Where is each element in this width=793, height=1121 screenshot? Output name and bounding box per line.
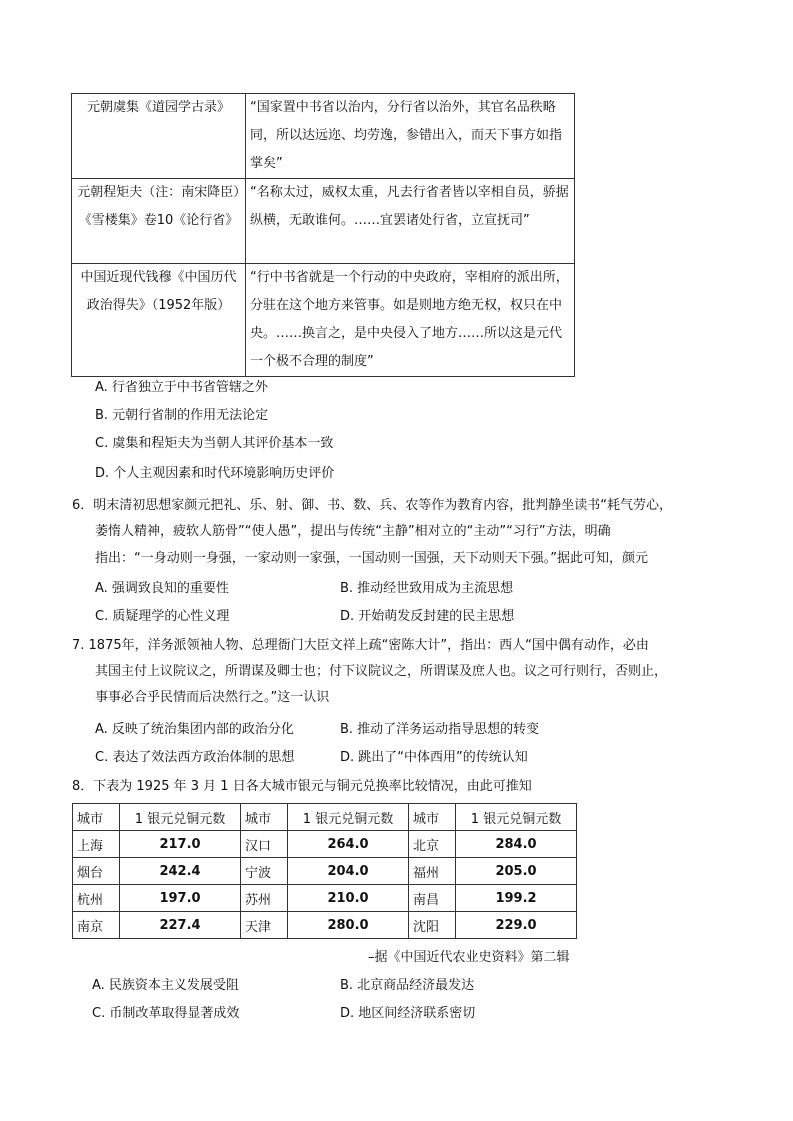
q6-stem-line3: 指出：“一身动则一身强，一家动则一家强，一国动则一国强，天下动则天下强。”据此可知，颜元	[95, 551, 648, 566]
header-city: 城市	[241, 804, 288, 831]
quote-cell: “行中书省就是一个行动的中央政府，宰相府的派出所，分驻在这个地方来管事。如是则地方绝无权，权只在中央。……换言之，是中央侵入了地方……所以这是元代一个极不合理的制度”	[246, 264, 575, 377]
city-cell: 苏州	[241, 885, 288, 912]
value-cell: 199.2	[456, 885, 577, 912]
header-city: 城市	[409, 804, 456, 831]
q6-stem-line1: 6．明末清初思想家颜元把礼、乐、射、御、书、数、兵、农等作为教育内容，批判静坐读书“耗气劳心，	[72, 498, 673, 513]
q7-option-a[interactable]: A. 反映了统治集团内部的政治分化	[95, 722, 294, 737]
table-row	[72, 179, 575, 264]
value-cell: 217.0	[120, 831, 241, 858]
q8-option-a[interactable]: A. 民族资本主义发展受阻	[92, 978, 239, 993]
value-cell: 227.4	[120, 912, 241, 939]
q7-option-d[interactable]: D. 跳出了“中体西用”的传统认知	[340, 750, 528, 765]
quote-cell: “名称太过，威权太重，凡去行省者皆以宰相自员，骄据纵横，无敢谁何。……宜罢诸处行省，立宣抚司”	[246, 179, 575, 264]
city-cell: 上海	[73, 831, 120, 858]
q8-option-d[interactable]: D. 地区间经济联系密切	[340, 1006, 476, 1021]
city-cell: 汉口	[241, 831, 288, 858]
source-quote-table	[71, 93, 575, 377]
table-row	[73, 858, 577, 885]
q8-option-c[interactable]: C. 币制改革取得显著成效	[92, 1006, 240, 1021]
quote-cell: “国家置中书省以治内，分行省以治外，其官名品秩略同，所以达远迩、均劳逸，参错出入，而天下事方如指掌矣”	[246, 94, 575, 179]
value-cell: 280.0	[288, 912, 409, 939]
q5-option-c[interactable]: C. 虞集和程矩夫为当朝人其评价基本一致	[95, 436, 334, 451]
q7-option-b[interactable]: B. 推动了洋务运动指导思想的转变	[340, 722, 540, 737]
city-cell: 福州	[409, 858, 456, 885]
q6-option-c[interactable]: C. 质疑理学的心性义理	[95, 609, 230, 624]
value-cell: 197.0	[120, 885, 241, 912]
q6-stem-line2: 萎惰人精神，疲软人筋骨”“使人愚”，提出与传统“主静”相对立的“主动”“习行”方法，明确	[95, 524, 611, 539]
q7-option-c[interactable]: C. 表达了效法西方政治体制的思想	[95, 750, 295, 765]
header-city: 城市	[73, 804, 120, 831]
table-row	[73, 912, 577, 939]
value-cell: 284.0	[456, 831, 577, 858]
city-cell: 南昌	[409, 885, 456, 912]
table-header-row	[73, 804, 577, 831]
table-row	[73, 831, 577, 858]
q5-option-b[interactable]: B. 元朝行省制的作用无法论定	[95, 408, 269, 423]
source-cell: 元朝程矩夫（注：南宋降臣）《雪楼集》卷10《论行省》	[72, 179, 246, 264]
q6-option-b[interactable]: B. 推动经世致用成为主流思想	[340, 581, 514, 596]
source-cell: 中国近现代钱穆《中国历代政治得失》（1952年版）	[72, 264, 246, 377]
q7-stem-line3: 事事必合乎民情而后决然行之。”这一认识	[95, 690, 330, 705]
q8-option-b[interactable]: B. 北京商品经济最发达	[340, 978, 475, 993]
q8-citation: –据《中国近代农业史资料》第二辑	[368, 950, 570, 965]
q8-stem: 8．下表为 1925 年 3 月 1 日各大城市银元与铜元兑换率比较情况，由此可推知	[72, 779, 532, 794]
q5-option-a[interactable]: A. 行省独立于中书省管辖之外	[95, 380, 268, 395]
table-row	[73, 885, 577, 912]
value-cell: 210.0	[288, 885, 409, 912]
q7-stem-line1: 7. 1875年，洋务派领袖人物、总理衙门大臣文祥上疏“密陈大计”，指出：西人“国中偶有动作，必由	[72, 638, 649, 653]
table-row	[72, 264, 575, 377]
exchange-rate-table	[72, 803, 577, 939]
value-cell: 229.0	[456, 912, 577, 939]
city-cell: 杭州	[73, 885, 120, 912]
city-cell: 宁波	[241, 858, 288, 885]
header-value: 1 银元兑铜元数	[288, 804, 409, 831]
q5-option-d[interactable]: D. 个人主观因素和时代环境影响历史评价	[95, 466, 335, 481]
value-cell: 242.4	[120, 858, 241, 885]
q6-option-a[interactable]: A. 强调致良知的重要性	[95, 581, 229, 596]
value-cell: 205.0	[456, 858, 577, 885]
city-cell: 北京	[409, 831, 456, 858]
city-cell: 南京	[73, 912, 120, 939]
header-value: 1 银元兑铜元数	[120, 804, 241, 831]
q7-stem-line2: 其国主付上议院议之，所谓谋及卿士也；付下议院议之，所谓谋及庶人也。议之可行则行，否则止，	[95, 664, 668, 679]
city-cell: 天津	[241, 912, 288, 939]
value-cell: 264.0	[288, 831, 409, 858]
source-cell: 元朝虞集《道园学古录》	[72, 94, 246, 179]
q6-option-d[interactable]: D. 开始萌发反封建的民主思想	[340, 609, 515, 624]
header-value: 1 银元兑铜元数	[456, 804, 577, 831]
table-row	[72, 94, 575, 179]
value-cell: 204.0	[288, 858, 409, 885]
city-cell: 烟台	[73, 858, 120, 885]
city-cell: 沈阳	[409, 912, 456, 939]
